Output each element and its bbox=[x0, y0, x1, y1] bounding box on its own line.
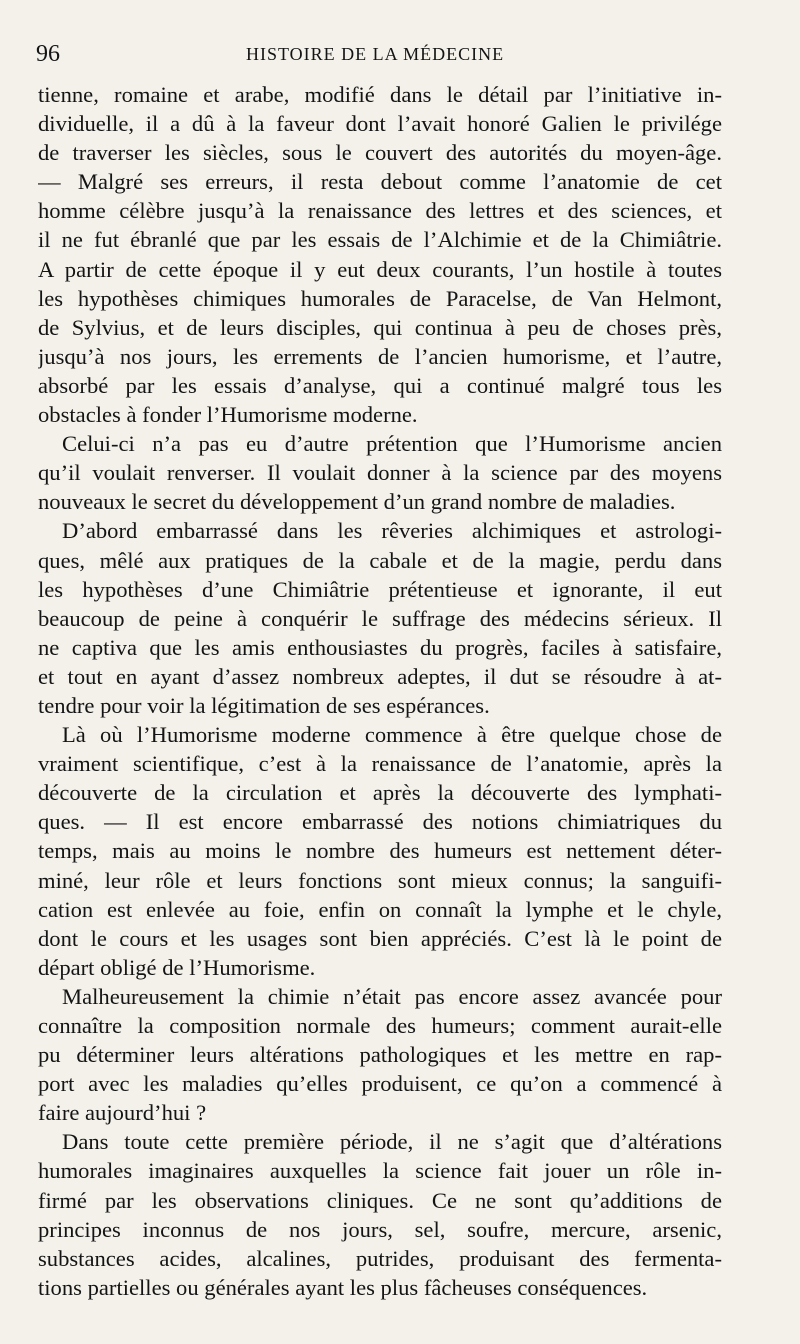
text-line: et tout en ayant d’assez nombreux adeptes, il dut se résoudre à at- bbox=[38, 663, 722, 689]
text-line: tions partielles ou générales ayant les plus fâcheuses conséquences. bbox=[38, 1274, 648, 1300]
text-line: ne captiva que les amis enthousiastes du progrès, faciles à satisfaire, bbox=[38, 634, 722, 660]
text-line: — Malgré ses erreurs, il resta debout comme l’anatomie de cet bbox=[38, 169, 722, 195]
running-title: HISTOIRE DE LA MÉDECINE bbox=[246, 44, 505, 64]
text-line: absorbé par les essais d’analyse, qui a continué malgré tous les bbox=[38, 372, 722, 398]
paragraph bbox=[38, 720, 722, 982]
text-line: nouveaux le secret du développement d’un grand nombre de maladies. bbox=[38, 489, 676, 515]
text-line: pu déterminer leurs altérations pathologiques et les mettre en rap- bbox=[38, 1042, 722, 1068]
paragraph bbox=[38, 80, 722, 429]
text-line: principes inconnus de nos jours, sel, soufre, mercure, arsenic, bbox=[38, 1216, 722, 1242]
text-line: jusqu’à nos jours, les errements de l’ancien humorisme, et l’autre, bbox=[38, 343, 722, 369]
text-line: les hypothèses chimiques humorales de Paracelse, de Van Helmont, bbox=[38, 285, 722, 311]
paragraph bbox=[38, 429, 722, 516]
text-line: qu’il voulait renverser. Il voulait donner à la science par des moyens bbox=[38, 460, 722, 486]
text-line: Dans toute cette première période, il ne s’agit que d’altérations bbox=[62, 1129, 722, 1155]
text-line: D’abord embarrassé dans les rêveries alchimiques et astrologi- bbox=[62, 518, 722, 544]
text-line: beaucoup de peine à conquérir le suffrage des médecins sérieux. Il bbox=[38, 605, 722, 631]
paragraph bbox=[38, 1127, 722, 1302]
text-line: cation est enlevée au foie, enfin on connaît la lymphe et le chyle, bbox=[38, 896, 722, 922]
text-line: humorales imaginaires auxquelles la science fait jouer un rôle in- bbox=[38, 1158, 722, 1184]
text-line: obstacles à fonder l’Humorisme moderne. bbox=[38, 402, 418, 428]
text-line: dividuelle, il a dû à la faveur dont l’avait honoré Galien le privilége bbox=[38, 111, 722, 137]
text-line: dont le cours et les usages sont bien appréciés. C’est là le point de bbox=[38, 925, 722, 951]
text-line: tendre pour voir la légitimation de ses espérances. bbox=[38, 692, 490, 718]
paragraph bbox=[38, 516, 722, 720]
text-line: découverte de la circulation et après la découverte des lymphati- bbox=[38, 780, 722, 806]
text-line: firmé par les observations cliniques. Ce ne sont qu’additions de bbox=[38, 1187, 722, 1213]
text-line: départ obligé de l’Humorisme. bbox=[38, 954, 316, 980]
text-line: temps, mais au moins le nombre des humeurs est nettement déter- bbox=[38, 838, 722, 864]
text-line: Malheureusement la chimie n’était pas encore assez avancée pour bbox=[62, 983, 722, 1009]
page-number: 96 bbox=[36, 41, 60, 67]
text-line: les hypothèses d’une Chimiâtrie prétentieuse et ignorante, il eut bbox=[38, 576, 722, 602]
page-header bbox=[36, 40, 744, 68]
text-line: il ne fut ébranlé que par les essais de l’Alchimie et de la Chimiâtrie. bbox=[38, 227, 722, 253]
text-line: vraiment scientifique, c’est à la renaissance de l’anatomie, après la bbox=[38, 751, 722, 777]
text-line: ques. — Il est encore embarrassé des notions chimiatriques du bbox=[38, 809, 722, 835]
text-line: de Sylvius, et de leurs disciples, qui continua à peu de choses près, bbox=[38, 314, 722, 340]
text-line: ques, mêlé aux pratiques de la cabale et de la magie, perdu dans bbox=[38, 547, 722, 573]
page-body bbox=[38, 80, 722, 1302]
text-line: A partir de cette époque il y eut deux courants, l’un hostile à toutes bbox=[38, 256, 722, 282]
text-line: tienne, romaine et arabe, modifié dans le détail par l’initiative in- bbox=[38, 82, 722, 107]
text-line: port avec les maladies qu’elles produisent, ce qu’on a commencé à bbox=[38, 1071, 722, 1097]
text-line: connaître la composition normale des humeurs; comment aurait-elle bbox=[38, 1013, 722, 1038]
text-line: Celui-ci n’a pas eu d’autre prétention que l’Humorisme ancien bbox=[62, 431, 722, 457]
text-line: homme célèbre jusqu’à la renaissance des lettres et des sciences, et bbox=[38, 198, 722, 224]
text-line: de traverser les siècles, sous le couvert des autorités du moyen-âge. bbox=[38, 140, 722, 166]
paragraph bbox=[38, 982, 722, 1127]
text-line: miné, leur rôle et leurs fonctions sont mieux connus; la sanguifi- bbox=[38, 867, 722, 893]
text-line: faire aujourd’hui ? bbox=[38, 1100, 207, 1126]
text-line: substances acides, alcalines, putrides, produisant des fermenta- bbox=[38, 1245, 722, 1271]
text-line: Là où l’Humorisme moderne commence à être quelque chose de bbox=[62, 722, 722, 748]
